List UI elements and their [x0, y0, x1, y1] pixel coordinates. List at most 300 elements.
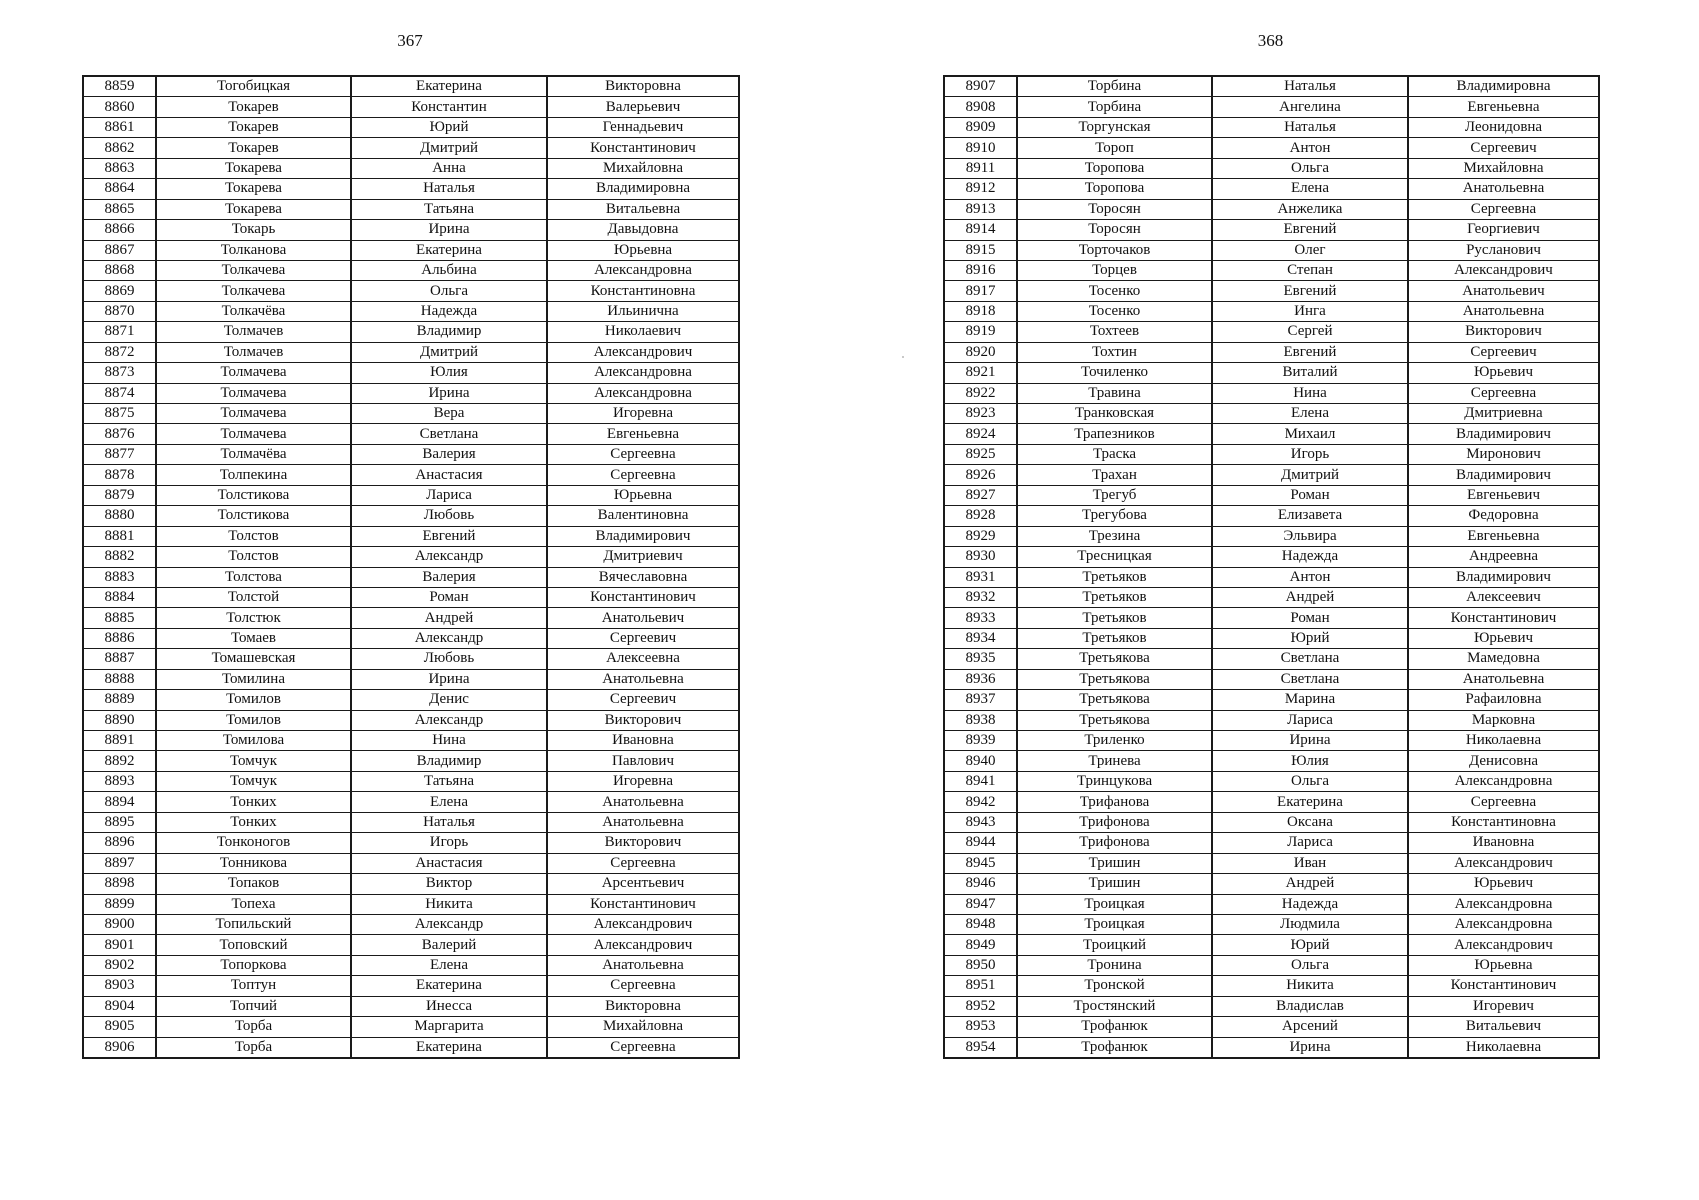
- surname-cell: Трапезников: [1017, 424, 1212, 444]
- first-name-cell: Арсений: [1212, 1017, 1408, 1037]
- record-number-cell: 8873: [83, 363, 156, 383]
- table-row: [83, 771, 739, 791]
- record-number-cell: 8947: [944, 894, 1017, 914]
- patronymic-cell: Ивановна: [1408, 833, 1599, 853]
- first-name-cell: Анжелика: [1212, 199, 1408, 219]
- record-number-cell: 8884: [83, 587, 156, 607]
- surname-cell: Тринцукова: [1017, 771, 1212, 791]
- patronymic-cell: Константиновна: [547, 281, 739, 301]
- table-row: [944, 465, 1599, 485]
- surname-cell: Торбина: [1017, 76, 1212, 97]
- surname-cell: Токарева: [156, 158, 351, 178]
- first-name-cell: Елена: [351, 955, 547, 975]
- record-number-cell: 8865: [83, 199, 156, 219]
- table-row: [83, 649, 739, 669]
- record-number-cell: 8948: [944, 914, 1017, 934]
- record-number-cell: 8904: [83, 996, 156, 1016]
- first-name-cell: Светлана: [351, 424, 547, 444]
- record-number-cell: 8949: [944, 935, 1017, 955]
- first-name-cell: Валерий: [351, 935, 547, 955]
- record-number-cell: 8944: [944, 833, 1017, 853]
- surname-cell: Топильский: [156, 914, 351, 934]
- surname-cell: Токарев: [156, 117, 351, 137]
- record-number-cell: 8909: [944, 117, 1017, 137]
- surname-cell: Третьяков: [1017, 567, 1212, 587]
- first-name-cell: Татьяна: [351, 771, 547, 791]
- table-row: [83, 485, 739, 505]
- first-name-cell: Михаил: [1212, 424, 1408, 444]
- first-name-cell: Екатерина: [1212, 792, 1408, 812]
- record-number-cell: 8887: [83, 649, 156, 669]
- surname-cell: Торточаков: [1017, 240, 1212, 260]
- table-row: [944, 710, 1599, 730]
- table-row: [83, 424, 739, 444]
- record-number-cell: 8889: [83, 690, 156, 710]
- first-name-cell: Анастасия: [351, 465, 547, 485]
- table-row: [944, 485, 1599, 505]
- record-number-cell: 8875: [83, 404, 156, 424]
- surname-cell: Трезина: [1017, 526, 1212, 546]
- table-row: [83, 1037, 739, 1058]
- patronymic-cell: Михайловна: [1408, 158, 1599, 178]
- record-number-cell: 8936: [944, 669, 1017, 689]
- record-number-cell: 8935: [944, 649, 1017, 669]
- record-number-cell: 8907: [944, 76, 1017, 97]
- surname-cell: Тохтеев: [1017, 322, 1212, 342]
- first-name-cell: Анна: [351, 158, 547, 178]
- patronymic-cell: Сергеевна: [547, 976, 739, 996]
- patronymic-cell: Ильинична: [547, 301, 739, 321]
- patronymic-cell: Анатольевич: [547, 608, 739, 628]
- record-number-cell: 8922: [944, 383, 1017, 403]
- patronymic-cell: Дмитриевна: [1408, 404, 1599, 424]
- record-number-cell: 8867: [83, 240, 156, 260]
- surname-cell: Толстов: [156, 526, 351, 546]
- first-name-cell: Юрий: [1212, 935, 1408, 955]
- surname-cell: Трахан: [1017, 465, 1212, 485]
- record-number-cell: 8868: [83, 260, 156, 280]
- record-number-cell: 8906: [83, 1037, 156, 1058]
- table-row: [944, 342, 1599, 362]
- first-name-cell: Константин: [351, 97, 547, 117]
- patronymic-cell: Сергеевна: [547, 1037, 739, 1058]
- record-number-cell: 8860: [83, 97, 156, 117]
- table-row: [83, 117, 739, 137]
- record-number-cell: 8888: [83, 669, 156, 689]
- record-number-cell: 8946: [944, 874, 1017, 894]
- table-row: [83, 874, 739, 894]
- first-name-cell: Надежда: [1212, 547, 1408, 567]
- surname-cell: Тосенко: [1017, 301, 1212, 321]
- table-row: [83, 935, 739, 955]
- patronymic-cell: Юрьевич: [1408, 628, 1599, 648]
- patronymic-cell: Анатольевна: [547, 812, 739, 832]
- first-name-cell: Ирина: [351, 669, 547, 689]
- record-number-cell: 8918: [944, 301, 1017, 321]
- patronymic-cell: Александровна: [1408, 894, 1599, 914]
- surname-cell: Токарев: [156, 97, 351, 117]
- surname-cell: Толмачева: [156, 404, 351, 424]
- patronymic-cell: Александрович: [547, 914, 739, 934]
- surname-cell: Трифанова: [1017, 792, 1212, 812]
- table-row: [944, 424, 1599, 444]
- surname-cell: Трегубова: [1017, 506, 1212, 526]
- patronymic-cell: Константинович: [547, 138, 739, 158]
- surname-cell: Топтун: [156, 976, 351, 996]
- first-name-cell: Евгений: [1212, 281, 1408, 301]
- patronymic-cell: Леонидовна: [1408, 117, 1599, 137]
- table-row: [944, 771, 1599, 791]
- patronymic-cell: Анатольевич: [1408, 281, 1599, 301]
- surname-cell: Тогобицкая: [156, 76, 351, 97]
- record-number-cell: 8931: [944, 567, 1017, 587]
- record-number-cell: 8908: [944, 97, 1017, 117]
- patronymic-cell: Рафаиловна: [1408, 690, 1599, 710]
- surname-cell: Трифонова: [1017, 812, 1212, 832]
- record-number-cell: 8896: [83, 833, 156, 853]
- record-number-cell: 8871: [83, 322, 156, 342]
- patronymic-cell: Анатольевна: [547, 955, 739, 975]
- surname-cell: Торопова: [1017, 179, 1212, 199]
- table-row: [944, 996, 1599, 1016]
- record-number-cell: 8897: [83, 853, 156, 873]
- record-number-cell: 8899: [83, 894, 156, 914]
- surname-cell: Толстикова: [156, 485, 351, 505]
- record-number-cell: 8934: [944, 628, 1017, 648]
- surname-cell: Толстой: [156, 587, 351, 607]
- table-row: [83, 690, 739, 710]
- surname-cell: Толмачева: [156, 363, 351, 383]
- patronymic-cell: Валентиновна: [547, 506, 739, 526]
- surname-cell: Топаков: [156, 874, 351, 894]
- surname-cell: Толканова: [156, 240, 351, 260]
- first-name-cell: Любовь: [351, 649, 547, 669]
- first-name-cell: Роман: [1212, 485, 1408, 505]
- surname-cell: Толпекина: [156, 465, 351, 485]
- first-name-cell: Татьяна: [351, 199, 547, 219]
- surname-cell: Третьяков: [1017, 628, 1212, 648]
- surname-cell: Торцев: [1017, 260, 1212, 280]
- first-name-cell: Валерия: [351, 567, 547, 587]
- table-row: [83, 383, 739, 403]
- surname-cell: Толкачёва: [156, 301, 351, 321]
- record-number-cell: 8894: [83, 792, 156, 812]
- surname-cell: Томашевская: [156, 649, 351, 669]
- patronymic-cell: Сергеевна: [1408, 383, 1599, 403]
- first-name-cell: Нина: [351, 731, 547, 751]
- table-row: [944, 526, 1599, 546]
- patronymic-cell: Владимировна: [1408, 76, 1599, 97]
- patronymic-cell: Юрьевич: [1408, 363, 1599, 383]
- patronymic-cell: Марковна: [1408, 710, 1599, 730]
- record-number-cell: 8880: [83, 506, 156, 526]
- patronymic-cell: Александровна: [1408, 771, 1599, 791]
- first-name-cell: Дмитрий: [351, 342, 547, 362]
- patronymic-cell: Мамедовна: [1408, 649, 1599, 669]
- surname-cell: Торосян: [1017, 199, 1212, 219]
- table-row: [83, 260, 739, 280]
- surname-cell: Травина: [1017, 383, 1212, 403]
- table-row: [944, 547, 1599, 567]
- table-row: [83, 955, 739, 975]
- first-name-cell: Андрей: [351, 608, 547, 628]
- patronymic-cell: Викторович: [1408, 322, 1599, 342]
- surname-cell: Транковская: [1017, 404, 1212, 424]
- table-row: [944, 76, 1599, 97]
- patronymic-cell: Александрович: [1408, 853, 1599, 873]
- table-row: [83, 976, 739, 996]
- record-number-cell: 8863: [83, 158, 156, 178]
- table-row: [83, 199, 739, 219]
- table-row: [83, 526, 739, 546]
- surname-cell: Трифонова: [1017, 833, 1212, 853]
- patronymic-cell: Юрьевна: [547, 485, 739, 505]
- table-row: [944, 1037, 1599, 1058]
- surname-cell: Третьякова: [1017, 690, 1212, 710]
- table-row: [944, 833, 1599, 853]
- patronymic-cell: Евгеньевна: [1408, 97, 1599, 117]
- first-name-cell: Игорь: [1212, 444, 1408, 464]
- patronymic-cell: Сергеевич: [547, 628, 739, 648]
- record-number-cell: 8915: [944, 240, 1017, 260]
- first-name-cell: Наталья: [351, 812, 547, 832]
- patronymic-cell: Юрьевна: [1408, 955, 1599, 975]
- table-row: [944, 567, 1599, 587]
- table-row: [83, 567, 739, 587]
- patronymic-cell: Александровна: [547, 363, 739, 383]
- patronymic-cell: Ивановна: [547, 731, 739, 751]
- record-number-cell: 8910: [944, 138, 1017, 158]
- first-name-cell: Ирина: [351, 220, 547, 240]
- surname-cell: Томилина: [156, 669, 351, 689]
- page-number: 368: [1257, 31, 1284, 50]
- first-name-cell: Вера: [351, 404, 547, 424]
- surname-cell: Тронской: [1017, 976, 1212, 996]
- record-number-cell: 8940: [944, 751, 1017, 771]
- record-number-cell: 8879: [83, 485, 156, 505]
- table-row: [83, 853, 739, 873]
- record-number-cell: 8943: [944, 812, 1017, 832]
- surname-cell: Тришин: [1017, 874, 1212, 894]
- surname-cell: Торопова: [1017, 158, 1212, 178]
- surname-cell: Топоркова: [156, 955, 351, 975]
- page-number: 367: [397, 31, 423, 50]
- patronymic-cell: Николаевич: [547, 322, 739, 342]
- table-row: [83, 404, 739, 424]
- patronymic-cell: Владимировна: [547, 179, 739, 199]
- patronymic-cell: Анатольевна: [1408, 179, 1599, 199]
- record-number-cell: 8938: [944, 710, 1017, 730]
- table-row: [83, 547, 739, 567]
- table-row: [83, 342, 739, 362]
- table-row: [944, 955, 1599, 975]
- table-row: [83, 1017, 739, 1037]
- record-number-cell: 8903: [83, 976, 156, 996]
- record-number-cell: 8913: [944, 199, 1017, 219]
- table-row: [944, 404, 1599, 424]
- surname-cell: Толмачев: [156, 322, 351, 342]
- record-number-cell: 8917: [944, 281, 1017, 301]
- table-row: [944, 853, 1599, 873]
- record-number-cell: 8885: [83, 608, 156, 628]
- patronymic-cell: Сергеевна: [1408, 792, 1599, 812]
- patronymic-cell: Анатольевна: [547, 669, 739, 689]
- patronymic-cell: Игоревич: [1408, 996, 1599, 1016]
- patronymic-cell: Викторовна: [547, 996, 739, 1016]
- patronymic-cell: Анатольевна: [1408, 669, 1599, 689]
- first-name-cell: Андрей: [1212, 874, 1408, 894]
- first-name-cell: Степан: [1212, 260, 1408, 280]
- patronymic-cell: Юрьевич: [1408, 874, 1599, 894]
- first-name-cell: Ирина: [351, 383, 547, 403]
- table-row: [83, 914, 739, 934]
- surname-cell: Томилов: [156, 690, 351, 710]
- first-name-cell: Александр: [351, 547, 547, 567]
- record-number-cell: 8928: [944, 506, 1017, 526]
- surname-cell: Трофанюк: [1017, 1037, 1212, 1058]
- first-name-cell: Екатерина: [351, 976, 547, 996]
- record-number-cell: 8881: [83, 526, 156, 546]
- patronymic-cell: Анатольевна: [547, 792, 739, 812]
- table-row: [83, 731, 739, 751]
- table-row: [83, 812, 739, 832]
- record-number-cell: 8950: [944, 955, 1017, 975]
- table-row: [944, 731, 1599, 751]
- record-number-cell: 8925: [944, 444, 1017, 464]
- first-name-cell: Наталья: [1212, 76, 1408, 97]
- surname-cell: Топчий: [156, 996, 351, 1016]
- first-name-cell: Роман: [351, 587, 547, 607]
- patronymic-cell: Александрович: [547, 935, 739, 955]
- table-row: [944, 240, 1599, 260]
- patronymic-cell: Павлович: [547, 751, 739, 771]
- first-name-cell: Юрий: [1212, 628, 1408, 648]
- patronymic-cell: Александровна: [1408, 914, 1599, 934]
- patronymic-cell: Сергеевич: [1408, 342, 1599, 362]
- table-row: [83, 669, 739, 689]
- surname-cell: Томаев: [156, 628, 351, 648]
- table-row: [83, 628, 739, 648]
- record-number-cell: 8941: [944, 771, 1017, 791]
- record-number-cell: 8877: [83, 444, 156, 464]
- table-row: [83, 322, 739, 342]
- patronymic-cell: Сергеевич: [1408, 138, 1599, 158]
- first-name-cell: Ольга: [1212, 771, 1408, 791]
- table-row: [944, 301, 1599, 321]
- table-row: [944, 914, 1599, 934]
- record-number-cell: 8869: [83, 281, 156, 301]
- record-number-cell: 8861: [83, 117, 156, 137]
- first-name-cell: Роман: [1212, 608, 1408, 628]
- record-number-cell: 8912: [944, 179, 1017, 199]
- record-number-cell: 8945: [944, 853, 1017, 873]
- record-number-cell: 8916: [944, 260, 1017, 280]
- table-row: [83, 710, 739, 730]
- patronymic-cell: Валерьевич: [547, 97, 739, 117]
- record-number-cell: 8878: [83, 465, 156, 485]
- surname-cell: Третьякова: [1017, 649, 1212, 669]
- record-number-cell: 8895: [83, 812, 156, 832]
- record-number-cell: 8920: [944, 342, 1017, 362]
- table-row: [944, 444, 1599, 464]
- first-name-cell: Елизавета: [1212, 506, 1408, 526]
- first-name-cell: Инесса: [351, 996, 547, 1016]
- surname-cell: Тронина: [1017, 955, 1212, 975]
- record-number-cell: 8892: [83, 751, 156, 771]
- record-number-cell: 8870: [83, 301, 156, 321]
- first-name-cell: Нина: [1212, 383, 1408, 403]
- first-name-cell: Евгений: [351, 526, 547, 546]
- patronymic-cell: Евгеньевна: [547, 424, 739, 444]
- surname-cell: Тришин: [1017, 853, 1212, 873]
- patronymic-cell: Алексеевна: [547, 649, 739, 669]
- table-row: [83, 138, 739, 158]
- first-name-cell: Юлия: [351, 363, 547, 383]
- record-number-cell: 8952: [944, 996, 1017, 1016]
- record-number-cell: 8939: [944, 731, 1017, 751]
- first-name-cell: Екатерина: [351, 1037, 547, 1058]
- first-name-cell: Оксана: [1212, 812, 1408, 832]
- surname-cell: Точиленко: [1017, 363, 1212, 383]
- names-table: [82, 75, 740, 1059]
- first-name-cell: Виталий: [1212, 363, 1408, 383]
- patronymic-cell: Николаевна: [1408, 1037, 1599, 1058]
- patronymic-cell: Владимирович: [1408, 567, 1599, 587]
- table-row: [83, 506, 739, 526]
- surname-cell: Торба: [156, 1017, 351, 1037]
- surname-cell: Триленко: [1017, 731, 1212, 751]
- surname-cell: Торгунская: [1017, 117, 1212, 137]
- first-name-cell: Елена: [1212, 179, 1408, 199]
- surname-cell: Тонникова: [156, 853, 351, 873]
- first-name-cell: Валерия: [351, 444, 547, 464]
- first-name-cell: Антон: [1212, 138, 1408, 158]
- surname-cell: Толкачева: [156, 281, 351, 301]
- record-number-cell: 8902: [83, 955, 156, 975]
- surname-cell: Толмачёва: [156, 444, 351, 464]
- record-number-cell: 8927: [944, 485, 1017, 505]
- table-row: [944, 383, 1599, 403]
- surname-cell: Третьяков: [1017, 608, 1212, 628]
- patronymic-cell: Александровна: [547, 383, 739, 403]
- first-name-cell: Надежда: [1212, 894, 1408, 914]
- first-name-cell: Евгений: [1212, 342, 1408, 362]
- table-row: [83, 281, 739, 301]
- table-row: [944, 260, 1599, 280]
- record-number-cell: 8914: [944, 220, 1017, 240]
- record-number-cell: 8898: [83, 874, 156, 894]
- first-name-cell: Никита: [1212, 976, 1408, 996]
- table-row: [944, 220, 1599, 240]
- first-name-cell: Светлана: [1212, 649, 1408, 669]
- record-number-cell: 8864: [83, 179, 156, 199]
- table-row: [83, 158, 739, 178]
- record-number-cell: 8872: [83, 342, 156, 362]
- first-name-cell: Ольга: [351, 281, 547, 301]
- first-name-cell: Евгений: [1212, 220, 1408, 240]
- patronymic-cell: Евгеньевна: [1408, 526, 1599, 546]
- record-number-cell: 8932: [944, 587, 1017, 607]
- table-row: [944, 199, 1599, 219]
- surname-cell: Томилов: [156, 710, 351, 730]
- surname-cell: Томчук: [156, 751, 351, 771]
- first-name-cell: Екатерина: [351, 76, 547, 97]
- surname-cell: Торбина: [1017, 97, 1212, 117]
- table-row: [944, 628, 1599, 648]
- first-name-cell: Маргарита: [351, 1017, 547, 1037]
- surname-cell: Троицкая: [1017, 914, 1212, 934]
- table-row: [83, 833, 739, 853]
